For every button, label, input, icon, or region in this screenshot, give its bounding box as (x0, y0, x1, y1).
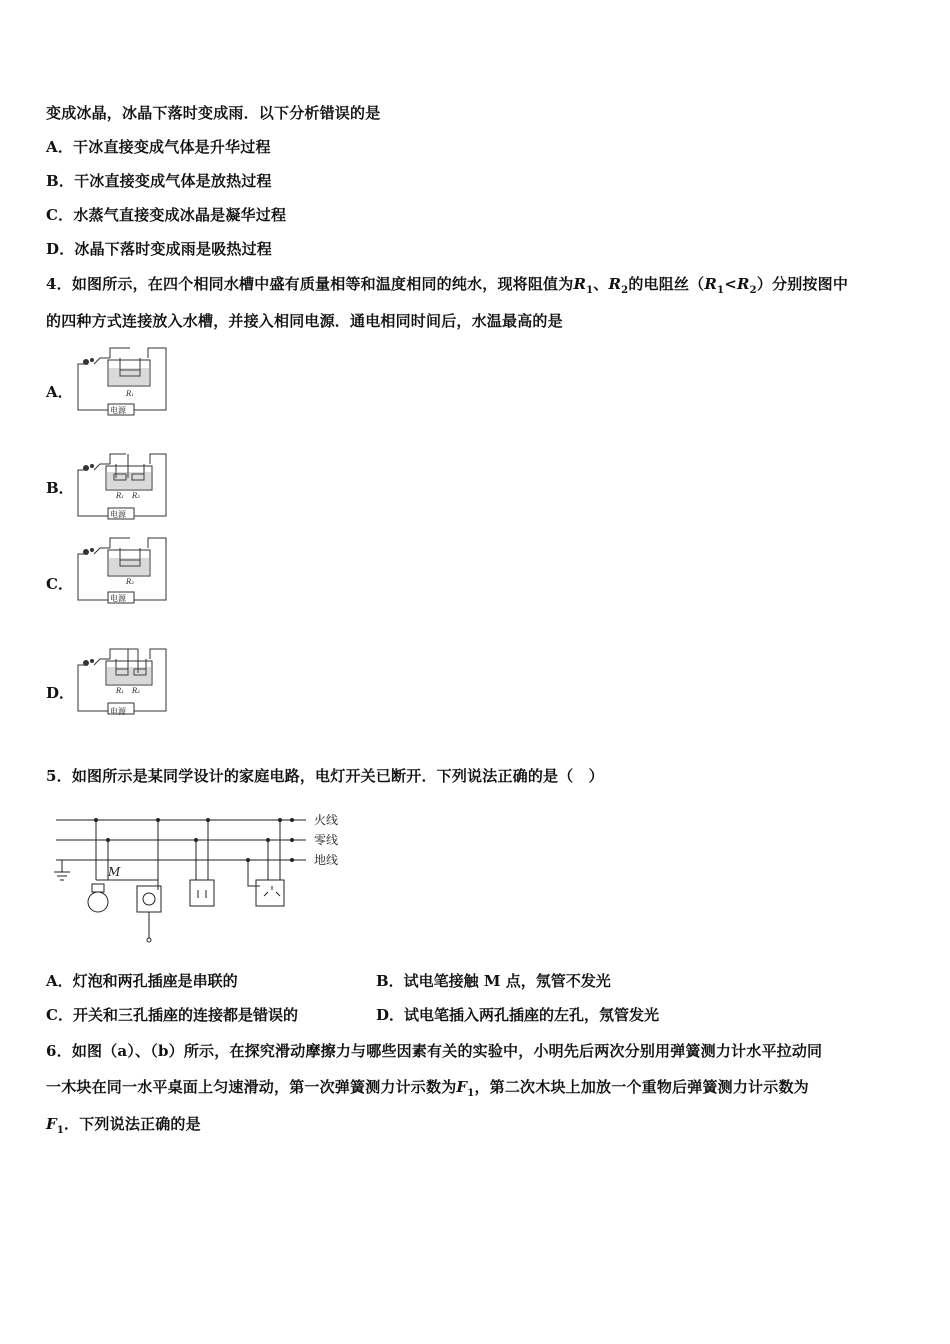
q5-option-c: C．开关和三孔插座的连接都是错误的 (46, 1006, 298, 1024)
q4-option-c-label: C． (46, 575, 73, 593)
q6-stem-line1: 6．如图（a）、（b）所示，在探究滑动摩擦力与哪些因素有关的实验中，小明先后两次分别用弹簧测力计水平拉动同 (46, 1042, 823, 1060)
svg-text:地线: 地线 (314, 853, 339, 867)
svg-text:R₂: R₂ (132, 492, 141, 500)
svg-text:M: M (108, 865, 121, 879)
svg-text:火线: 火线 (314, 813, 339, 827)
q5-option-b: B．试电笔接触 M 点，氖管不发光 (376, 972, 611, 990)
svg-text:电源: 电源 (110, 510, 126, 519)
q4-figure-a (72, 344, 172, 418)
q3-option-d: D．冰晶下落时变成雨是吸热过程 (46, 240, 273, 258)
q6-stem-line2: 一木块在同一水平桌面上匀速滑动，第一次弹簧测力计示数为$F_1$，第二次木块上加放一个重物后弹簧测力计示数为 (46, 1078, 809, 1099)
svg-text:电源: 电源 (110, 406, 126, 415)
q5-stem: 5．如图所示是某同学设计的家庭电路，电灯开关已断开．下列说法正确的是（ ） (46, 767, 604, 785)
svg-text:R₁: R₁ (126, 390, 135, 398)
q4-figure-c (72, 534, 172, 608)
q4-stem-line1: 4．如图所示，在四个相同水槽中盛有质量相等和温度相同的纯水，现将阻值为$R_1$、$R_2$的电阻丝$(R_1<R_2)$分别按图中 (46, 275, 849, 296)
q3-option-c: C．水蒸气直接变成冰晶是凝华过程 (46, 206, 287, 224)
q4-stem-line2: 的四种方式连接放入水槽，并接入相同电源．通电相同时间后，水温最高的是 (46, 312, 563, 330)
svg-text:电源: 电源 (110, 594, 126, 603)
svg-text:R₁: R₁ (116, 687, 125, 695)
q4-option-b-label: B． (46, 479, 74, 497)
svg-text:R₂: R₂ (126, 578, 135, 586)
q4-figure-d (72, 645, 172, 719)
q4-option-a-label: A． (46, 383, 73, 401)
svg-text:零线: 零线 (314, 833, 339, 847)
svg-text:R₁: R₁ (116, 492, 125, 500)
q5-option-d: D．试电笔插入两孔插座的左孔，氖管发光 (376, 1006, 660, 1024)
svg-text:电源: 电源 (110, 707, 126, 716)
svg-text:R₂: R₂ (132, 687, 141, 695)
q4-option-d-label: D． (46, 684, 75, 702)
q3-continuation: 变成冰晶，冰晶下落时变成雨．以下分析错误的是 (46, 104, 381, 122)
q5-option-a: A．灯泡和两孔插座是串联的 (46, 972, 238, 990)
q3-option-b: B．干冰直接变成气体是放热过程 (46, 172, 272, 190)
q5-household-circuit-figure (50, 806, 350, 951)
q6-stem-line3: $F_1$．下列说法正确的是 (46, 1115, 201, 1136)
q4-figure-b (72, 450, 172, 524)
q3-option-a: A．干冰直接变成气体是升华过程 (46, 138, 271, 156)
